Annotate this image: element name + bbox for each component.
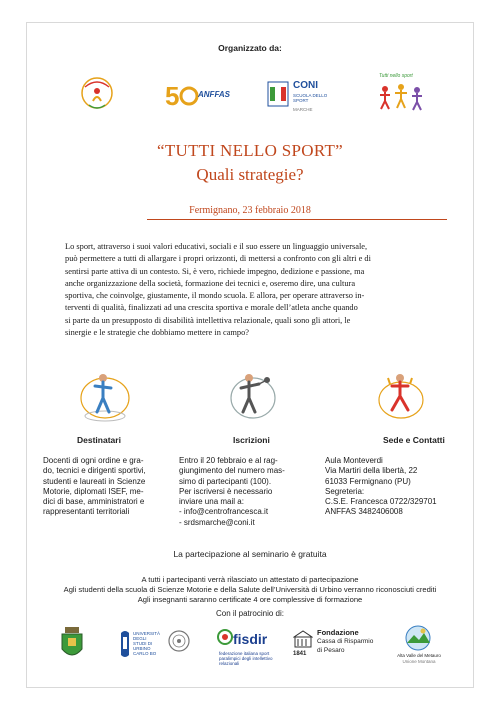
alta-valle-metauro-logo	[389, 625, 449, 665]
sede-line: C.S.E. Francesca 0722/329701	[325, 497, 437, 507]
sede-line: ANFFAS 3482406008	[325, 507, 403, 517]
title-divider	[147, 219, 447, 220]
anffas-logo	[165, 77, 230, 111]
event-date: Fermignano, 23 febbraio 2018	[189, 205, 311, 216]
destinatari-line: rappresentanti territoriali	[43, 507, 130, 517]
tutti-logo-text: Tutti nello sport	[379, 73, 413, 79]
iscrizioni-line: Entro il 20 febbraio e al rag-	[179, 456, 278, 465]
sede-line: Via Martiri della libertà, 22	[325, 466, 418, 476]
free-participation-note: La partecipazione al seminario è gratuita	[173, 549, 327, 559]
fondazione-title: Fondazione	[317, 628, 359, 637]
description-line: sportiva, che coinvolge, giustamente, il mondo scuola. E allora, per operare attraverso in-	[65, 291, 365, 301]
fondazione-line2: Cassa di Risparmio	[317, 638, 374, 645]
iscrizioni-line: simo di partecipanti (100).	[179, 476, 272, 486]
tennis-illustration	[225, 366, 281, 424]
centro-francesca-logo	[75, 71, 119, 115]
iscrizioni-text	[179, 456, 309, 528]
description-line: anche organizzazione della società, formazione dei tecnici e, oseremo dire, una cultura	[65, 278, 356, 288]
sede-line: Aula Monteverdi	[325, 456, 383, 465]
sede-line: 61033 Fermignano (PU)	[325, 476, 411, 486]
destinatari-line: studenti e laureati in Scienze	[43, 476, 146, 486]
destinatari-line: Docenti di ogni ordine e gra-	[43, 456, 144, 465]
iscrizioni-title: Iscrizioni	[233, 435, 270, 445]
destinatari-line: do, tecnici e dirigenti sportivi,	[43, 466, 146, 476]
iscrizioni-line: giungimento del numero mas-	[179, 466, 285, 476]
municipality-crest-icon	[59, 625, 85, 663]
note-line: Agli insegnanti saranno certificate 4 ore complessive di formazione	[137, 594, 363, 604]
fondazione-line3: di Pesaro	[317, 647, 345, 654]
fisdir-logo	[217, 629, 287, 665]
sede-contatti-title: Sede e Contatti	[383, 435, 445, 445]
iscrizioni-line: Per iscriversi è necessario	[179, 486, 273, 496]
iscrizioni-email-1[interactable]: - info@centrofrancesca.it	[179, 507, 269, 517]
event-subtitle: Quali strategie?	[196, 165, 304, 184]
anffas-text: ANFFAS	[198, 90, 230, 99]
description-line: terventi di qualità, finalizzati ad una crescita sportiva e morale dell’atleta anche quando	[65, 303, 358, 313]
metauro-text-2: Unione Montana	[402, 659, 436, 664]
patronage-logos	[27, 625, 473, 665]
destinatari-text	[43, 456, 179, 518]
iscrizioni-email-2[interactable]: - srdsmarche@coni.it	[179, 517, 255, 527]
tutti-nello-sport-logo	[375, 73, 427, 113]
fisdir-sub-text: federazione italiana sport paralimpici degli intellettivo relazionali	[219, 651, 273, 666]
note-line: A tutti i partecipanti verrà rilasciato un attestato di partecipazione	[141, 575, 359, 584]
gymnast-illustration	[75, 366, 135, 424]
patronage-label: Con il patrocinio di:	[215, 609, 285, 618]
metauro-text-1: Alta Valle del Metauro	[397, 653, 441, 658]
sede-contatti-text	[325, 456, 465, 518]
fondazione-logo	[293, 627, 379, 665]
fisdir-text: fisdir	[233, 631, 268, 647]
organizer-logos	[27, 71, 473, 115]
event-description	[65, 241, 450, 339]
description-line: si parte da un presupposto di disabilità intellettiva relazionale, quali sono gli attori, le	[65, 315, 351, 325]
description-line: sentirsi parte attiva di un contesto. Si, è vero, richiede impegno, dedizione e passione, ma	[65, 266, 365, 276]
coni-sub-text: SCUOLA DELLO SPORT	[293, 93, 328, 103]
destinatari-line: Motorie, diplomati ISEF, me-	[43, 486, 144, 496]
destinatari-line: dici di base, amministratori e	[43, 497, 145, 507]
description-line: può permettere a tutti di allargare i propri orizzonti, di mettersi a confronto con gli altri e di	[65, 254, 371, 264]
flyer-page	[26, 22, 474, 688]
coni-logo	[267, 73, 337, 115]
sede-line: Segreteria:	[325, 486, 365, 496]
coni-text: CONI	[293, 80, 318, 91]
description-line: sinergie e le strategie che dobbiamo mettere in campo?	[65, 328, 250, 338]
note-line: Agli studenti della scuola di Scienze Motorie e della Salute dell’Università di Urbino verranno riconosciuti crediti	[63, 584, 437, 594]
university-seal-icon	[167, 629, 191, 653]
destinatari-title: Destinatari	[77, 435, 121, 445]
coni-region-text: MARCHE	[293, 107, 313, 112]
uniurb-logo	[119, 627, 161, 663]
credits-notes	[27, 575, 473, 604]
svg-text:5: 5	[165, 81, 180, 111]
organized-by-label: Organizzato da:	[218, 43, 282, 53]
description-line: Lo sport, attraverso i suoi valori educativi, sociali e il suo essere un linguaggio universale,	[65, 242, 368, 251]
uniurb-text: UNIVERSITÀ DEGLI STUDI DI URBINO CARLO BO	[133, 631, 161, 656]
event-title: “TUTTI NELLO SPORT”	[157, 141, 343, 160]
iscrizioni-line: inviare una mail a:	[179, 497, 244, 507]
runner-illustration	[372, 366, 430, 424]
fondazione-year: 1841	[293, 651, 307, 657]
